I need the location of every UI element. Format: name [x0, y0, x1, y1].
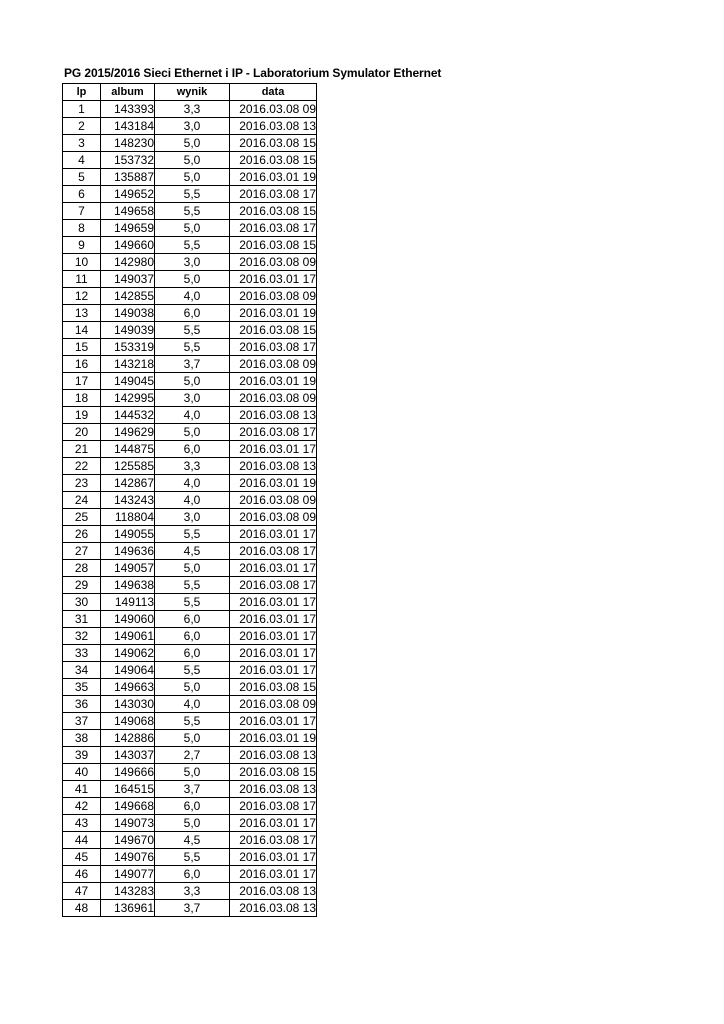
cell-wynik: 3,7 [155, 900, 230, 917]
cell-wynik: 6,0 [155, 866, 230, 883]
cell-album: 149038 [101, 305, 155, 322]
cell-lp: 4 [63, 152, 101, 169]
cell-wynik: 5,0 [155, 373, 230, 390]
cell-lp: 18 [63, 390, 101, 407]
cell-album: 143393 [101, 101, 155, 118]
table-row [63, 611, 317, 628]
cell-data: 2016.03.01 17 [230, 271, 317, 288]
table-row [63, 373, 317, 390]
cell-album: 142867 [101, 475, 155, 492]
cell-data: 2016.03.01 17 [230, 560, 317, 577]
cell-lp: 47 [63, 883, 101, 900]
cell-album: 142995 [101, 390, 155, 407]
table-row [63, 271, 317, 288]
cell-album: 143037 [101, 747, 155, 764]
table-row [63, 356, 317, 373]
table-row [63, 798, 317, 815]
cell-lp: 9 [63, 237, 101, 254]
table-row [63, 883, 317, 900]
cell-data: 2016.03.08 17 [230, 543, 317, 560]
cell-data: 2016.03.08 13 [230, 900, 317, 917]
cell-wynik: 6,0 [155, 441, 230, 458]
cell-album: 149039 [101, 322, 155, 339]
table-row [63, 509, 317, 526]
cell-album: 149670 [101, 832, 155, 849]
cell-lp: 28 [63, 560, 101, 577]
cell-data: 2016.03.01 19 [230, 475, 317, 492]
cell-album: 143030 [101, 696, 155, 713]
cell-album: 143283 [101, 883, 155, 900]
column-header-data: data [230, 84, 317, 101]
cell-data: 2016.03.01 19 [230, 305, 317, 322]
table-row [63, 696, 317, 713]
cell-lp: 25 [63, 509, 101, 526]
table-row [63, 390, 317, 407]
cell-wynik: 5,5 [155, 237, 230, 254]
cell-album: 143243 [101, 492, 155, 509]
cell-data: 2016.03.01 17 [230, 526, 317, 543]
cell-album: 149057 [101, 560, 155, 577]
cell-data: 2016.03.08 09 [230, 356, 317, 373]
cell-data: 2016.03.01 19 [230, 169, 317, 186]
table-row [63, 339, 317, 356]
cell-data: 2016.03.08 09 [230, 390, 317, 407]
cell-album: 149636 [101, 543, 155, 560]
cell-data: 2016.03.08 13 [230, 747, 317, 764]
table-header [63, 84, 317, 101]
cell-wynik: 6,0 [155, 628, 230, 645]
cell-lp: 33 [63, 645, 101, 662]
cell-data: 2016.03.08 09 [230, 696, 317, 713]
cell-data: 2016.03.08 15 [230, 764, 317, 781]
cell-album: 153319 [101, 339, 155, 356]
cell-wynik: 4,5 [155, 832, 230, 849]
cell-wynik: 3,3 [155, 101, 230, 118]
cell-data: 2016.03.01 19 [230, 730, 317, 747]
cell-wynik: 5,0 [155, 815, 230, 832]
cell-data: 2016.03.08 09 [230, 254, 317, 271]
cell-album: 142855 [101, 288, 155, 305]
table-row [63, 424, 317, 441]
table-row [63, 560, 317, 577]
cell-lp: 29 [63, 577, 101, 594]
cell-wynik: 4,0 [155, 288, 230, 305]
cell-wynik: 6,0 [155, 305, 230, 322]
cell-album: 149076 [101, 849, 155, 866]
cell-wynik: 6,0 [155, 645, 230, 662]
cell-lp: 21 [63, 441, 101, 458]
cell-lp: 42 [63, 798, 101, 815]
cell-data: 2016.03.01 19 [230, 373, 317, 390]
cell-lp: 2 [63, 118, 101, 135]
cell-album: 149064 [101, 662, 155, 679]
table-row [63, 832, 317, 849]
cell-wynik: 5,5 [155, 662, 230, 679]
cell-lp: 20 [63, 424, 101, 441]
cell-wynik: 5,5 [155, 186, 230, 203]
cell-data: 2016.03.08 09 [230, 509, 317, 526]
cell-album: 142886 [101, 730, 155, 747]
cell-lp: 40 [63, 764, 101, 781]
cell-wynik: 5,5 [155, 713, 230, 730]
table-row [63, 101, 317, 118]
cell-album: 149652 [101, 186, 155, 203]
table-body [63, 101, 317, 917]
cell-album: 143184 [101, 118, 155, 135]
cell-album: 149659 [101, 220, 155, 237]
cell-album: 149660 [101, 237, 155, 254]
cell-data: 2016.03.01 17 [230, 628, 317, 645]
cell-data: 2016.03.08 13 [230, 458, 317, 475]
cell-data: 2016.03.01 17 [230, 594, 317, 611]
cell-album: 149077 [101, 866, 155, 883]
cell-data: 2016.03.01 17 [230, 441, 317, 458]
cell-wynik: 5,0 [155, 679, 230, 696]
cell-data: 2016.03.08 15 [230, 203, 317, 220]
table-row [63, 441, 317, 458]
cell-lp: 19 [63, 407, 101, 424]
cell-album: 125585 [101, 458, 155, 475]
table-row [63, 526, 317, 543]
table-row [63, 135, 317, 152]
cell-lp: 38 [63, 730, 101, 747]
table-row [63, 169, 317, 186]
cell-lp: 16 [63, 356, 101, 373]
column-header-lp: lp [63, 84, 101, 101]
cell-album: 149666 [101, 764, 155, 781]
cell-lp: 22 [63, 458, 101, 475]
cell-wynik: 5,5 [155, 577, 230, 594]
cell-wynik: 5,5 [155, 594, 230, 611]
header-row [63, 84, 317, 101]
cell-lp: 44 [63, 832, 101, 849]
cell-wynik: 5,0 [155, 220, 230, 237]
cell-album: 149068 [101, 713, 155, 730]
column-header-album: album [101, 84, 155, 101]
cell-wynik: 3,0 [155, 118, 230, 135]
cell-album: 149663 [101, 679, 155, 696]
cell-lp: 37 [63, 713, 101, 730]
cell-wynik: 4,0 [155, 492, 230, 509]
cell-data: 2016.03.08 17 [230, 186, 317, 203]
table-row [63, 543, 317, 560]
cell-lp: 13 [63, 305, 101, 322]
table-row [63, 458, 317, 475]
table-row [63, 186, 317, 203]
table-row [63, 407, 317, 424]
cell-data: 2016.03.08 17 [230, 832, 317, 849]
cell-lp: 32 [63, 628, 101, 645]
cell-wynik: 5,5 [155, 849, 230, 866]
table-row [63, 237, 317, 254]
table-row [63, 781, 317, 798]
table-row [63, 679, 317, 696]
cell-data: 2016.03.01 17 [230, 866, 317, 883]
cell-lp: 45 [63, 849, 101, 866]
cell-album: 153732 [101, 152, 155, 169]
cell-wynik: 5,5 [155, 203, 230, 220]
cell-data: 2016.03.01 17 [230, 611, 317, 628]
cell-lp: 5 [63, 169, 101, 186]
cell-wynik: 5,5 [155, 526, 230, 543]
table-row [63, 288, 317, 305]
cell-data: 2016.03.08 15 [230, 679, 317, 696]
cell-wynik: 3,3 [155, 883, 230, 900]
table-row [63, 492, 317, 509]
table-row [63, 815, 317, 832]
cell-album: 149113 [101, 594, 155, 611]
cell-data: 2016.03.08 15 [230, 152, 317, 169]
cell-lp: 11 [63, 271, 101, 288]
table-row [63, 118, 317, 135]
cell-wynik: 5,0 [155, 764, 230, 781]
table-row [63, 662, 317, 679]
cell-lp: 24 [63, 492, 101, 509]
cell-album: 149055 [101, 526, 155, 543]
cell-wynik: 5,0 [155, 271, 230, 288]
cell-data: 2016.03.01 17 [230, 662, 317, 679]
table-row [63, 220, 317, 237]
cell-data: 2016.03.08 17 [230, 798, 317, 815]
cell-album: 143218 [101, 356, 155, 373]
table-row [63, 900, 317, 917]
cell-data: 2016.03.08 15 [230, 135, 317, 152]
cell-lp: 48 [63, 900, 101, 917]
cell-wynik: 3,0 [155, 254, 230, 271]
cell-wynik: 6,0 [155, 798, 230, 815]
cell-data: 2016.03.08 13 [230, 781, 317, 798]
cell-wynik: 6,0 [155, 611, 230, 628]
cell-album: 149668 [101, 798, 155, 815]
cell-album: 148230 [101, 135, 155, 152]
cell-data: 2016.03.08 17 [230, 577, 317, 594]
cell-data: 2016.03.08 17 [230, 424, 317, 441]
cell-data: 2016.03.08 13 [230, 883, 317, 900]
cell-album: 142980 [101, 254, 155, 271]
cell-lp: 27 [63, 543, 101, 560]
table-row [63, 152, 317, 169]
cell-data: 2016.03.01 17 [230, 815, 317, 832]
cell-data: 2016.03.08 09 [230, 288, 317, 305]
cell-data: 2016.03.08 09 [230, 492, 317, 509]
cell-lp: 15 [63, 339, 101, 356]
cell-album: 149061 [101, 628, 155, 645]
table-row [63, 475, 317, 492]
cell-album: 144875 [101, 441, 155, 458]
cell-lp: 3 [63, 135, 101, 152]
cell-wynik: 3,0 [155, 509, 230, 526]
cell-data: 2016.03.08 17 [230, 220, 317, 237]
table-row [63, 645, 317, 662]
cell-album: 149658 [101, 203, 155, 220]
cell-album: 135887 [101, 169, 155, 186]
cell-data: 2016.03.08 17 [230, 339, 317, 356]
cell-lp: 14 [63, 322, 101, 339]
cell-lp: 34 [63, 662, 101, 679]
cell-wynik: 3,7 [155, 356, 230, 373]
cell-lp: 39 [63, 747, 101, 764]
cell-album: 144532 [101, 407, 155, 424]
table-row [63, 594, 317, 611]
cell-data: 2016.03.01 17 [230, 713, 317, 730]
page-title: PG 2015/2016 Sieci Ethernet i IP - Laboratorium Symulator Ethernet [64, 66, 442, 80]
cell-wynik: 5,0 [155, 560, 230, 577]
cell-lp: 30 [63, 594, 101, 611]
cell-lp: 43 [63, 815, 101, 832]
table-row [63, 305, 317, 322]
cell-album: 149045 [101, 373, 155, 390]
cell-album: 149037 [101, 271, 155, 288]
table-row [63, 254, 317, 271]
table-row [63, 764, 317, 781]
cell-data: 2016.03.01 17 [230, 849, 317, 866]
cell-lp: 6 [63, 186, 101, 203]
cell-lp: 23 [63, 475, 101, 492]
cell-wynik: 2,7 [155, 747, 230, 764]
cell-album: 118804 [101, 509, 155, 526]
table-row [63, 628, 317, 645]
cell-wynik: 3,3 [155, 458, 230, 475]
table-row [63, 322, 317, 339]
cell-wynik: 4,0 [155, 696, 230, 713]
table-row [63, 849, 317, 866]
cell-data: 2016.03.08 09 [230, 101, 317, 118]
cell-lp: 26 [63, 526, 101, 543]
cell-album: 136961 [101, 900, 155, 917]
cell-lp: 10 [63, 254, 101, 271]
column-header-wynik: wynik [155, 84, 230, 101]
cell-wynik: 5,0 [155, 730, 230, 747]
results-table [62, 83, 317, 917]
cell-wynik: 4,5 [155, 543, 230, 560]
table-row [63, 730, 317, 747]
table-row [63, 203, 317, 220]
cell-lp: 41 [63, 781, 101, 798]
table-row [63, 713, 317, 730]
table-row [63, 577, 317, 594]
cell-wynik: 5,5 [155, 322, 230, 339]
cell-lp: 7 [63, 203, 101, 220]
table-row [63, 866, 317, 883]
cell-lp: 31 [63, 611, 101, 628]
cell-data: 2016.03.08 13 [230, 407, 317, 424]
cell-lp: 12 [63, 288, 101, 305]
cell-wynik: 5,5 [155, 339, 230, 356]
cell-wynik: 4,0 [155, 407, 230, 424]
cell-lp: 35 [63, 679, 101, 696]
cell-data: 2016.03.01 17 [230, 645, 317, 662]
cell-data: 2016.03.08 15 [230, 322, 317, 339]
cell-album: 149638 [101, 577, 155, 594]
cell-wynik: 3,7 [155, 781, 230, 798]
cell-lp: 17 [63, 373, 101, 390]
cell-album: 164515 [101, 781, 155, 798]
table-row [63, 747, 317, 764]
cell-lp: 36 [63, 696, 101, 713]
cell-data: 2016.03.08 15 [230, 237, 317, 254]
cell-wynik: 5,0 [155, 169, 230, 186]
cell-album: 149629 [101, 424, 155, 441]
cell-wynik: 4,0 [155, 475, 230, 492]
cell-album: 149062 [101, 645, 155, 662]
cell-album: 149060 [101, 611, 155, 628]
cell-lp: 46 [63, 866, 101, 883]
cell-lp: 8 [63, 220, 101, 237]
cell-wynik: 5,0 [155, 135, 230, 152]
cell-wynik: 3,0 [155, 390, 230, 407]
cell-data: 2016.03.08 13 [230, 118, 317, 135]
cell-album: 149073 [101, 815, 155, 832]
cell-wynik: 5,0 [155, 152, 230, 169]
cell-wynik: 5,0 [155, 424, 230, 441]
cell-lp: 1 [63, 101, 101, 118]
